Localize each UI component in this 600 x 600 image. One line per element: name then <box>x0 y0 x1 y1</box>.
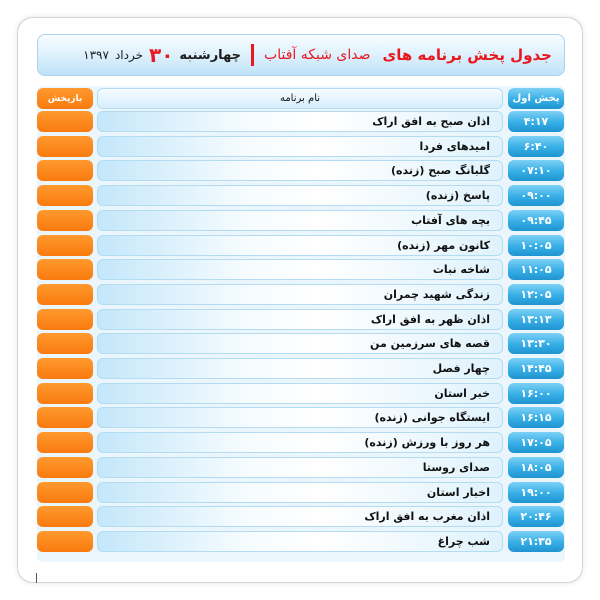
program-name: اذان ظهر به افق اراک <box>97 309 503 330</box>
station-name: صدای شبکه آفتاب <box>264 47 371 63</box>
rerun-time <box>37 309 93 330</box>
program-name: امیدهای فردا <box>97 136 503 157</box>
broadcast-time: ۲۰:۴۶ <box>508 506 564 527</box>
table-row <box>37 210 565 231</box>
table-row <box>37 160 565 181</box>
broadcast-time: ۱۱:۰۵ <box>508 259 564 280</box>
rerun-time <box>37 160 93 181</box>
rerun-time <box>37 531 93 552</box>
program-name: اذان مغرب به افق اراک <box>97 506 503 527</box>
broadcast-time: ۲۱:۳۵ <box>508 531 564 552</box>
program-name: چهار فصل <box>97 358 503 379</box>
table-row <box>37 482 565 503</box>
program-name: شاخه نبات <box>97 259 503 280</box>
rerun-time <box>37 358 93 379</box>
weekday-label: چهارشنبه <box>179 47 242 63</box>
broadcast-time: ۱۳:۱۳ <box>508 309 564 330</box>
column-header-first-broadcast: پخش اول <box>508 88 564 109</box>
broadcast-time: ۱۰:۰۵ <box>508 235 564 256</box>
broadcast-time: ۱۳:۳۰ <box>508 333 564 354</box>
broadcast-time: ۰۷:۱۰ <box>508 160 564 181</box>
rerun-time <box>37 383 93 404</box>
rerun-time <box>37 407 93 428</box>
schedule-header <box>37 34 565 76</box>
broadcast-time: ۶:۴۰ <box>508 136 564 157</box>
broadcast-time: ۱۶:۱۵ <box>508 407 564 428</box>
year-label: ۱۳۹۷ <box>83 48 109 62</box>
broadcast-time: ۱۴:۴۵ <box>508 358 564 379</box>
table-row <box>37 259 565 280</box>
broadcast-time: ۴:۱۷ <box>508 111 564 132</box>
rerun-time <box>37 111 93 132</box>
table-row <box>37 358 565 379</box>
program-name: کانون مهر (زنده) <box>97 235 503 256</box>
rerun-time <box>37 235 93 256</box>
program-name: اخبار استان <box>97 482 503 503</box>
table-row <box>37 506 565 527</box>
rerun-time <box>37 457 93 478</box>
rerun-time <box>37 284 93 305</box>
rerun-time <box>37 136 93 157</box>
rerun-time <box>37 259 93 280</box>
program-name: صدای روستا <box>97 457 503 478</box>
table-row <box>37 111 565 132</box>
broadcast-time: ۱۸:۰۵ <box>508 457 564 478</box>
rerun-time <box>37 432 93 453</box>
schedule-table <box>37 86 565 562</box>
broadcast-time: ۱۷:۰۵ <box>508 432 564 453</box>
text-cursor <box>36 573 37 583</box>
program-name: قصه های سرزمین من <box>97 333 503 354</box>
schedule-title: جدول پخش برنامه های <box>382 46 552 64</box>
column-header-program-name: نام برنامه <box>97 88 503 109</box>
program-name: پاسخ (زنده) <box>97 185 503 206</box>
program-name: ایستگاه جوانی (زنده) <box>97 407 503 428</box>
table-row <box>37 407 565 428</box>
table-row <box>37 284 565 305</box>
broadcast-time: ۱۹:۰۰ <box>508 482 564 503</box>
day-number: ۳۰ <box>149 43 174 67</box>
program-name: گلبانگ صبح (زنده) <box>97 160 503 181</box>
table-header-row <box>37 88 565 109</box>
program-name: شب چراغ <box>97 531 503 552</box>
table-row <box>37 136 565 157</box>
rerun-time <box>37 185 93 206</box>
rerun-time <box>37 506 93 527</box>
table-row <box>37 333 565 354</box>
broadcast-time: ۰۹:۴۵ <box>508 210 564 231</box>
rerun-time <box>37 333 93 354</box>
broadcast-time: ۱۶:۰۰ <box>508 383 564 404</box>
table-row <box>37 309 565 330</box>
table-row <box>37 457 565 478</box>
program-name: اذان صبح به افق اراک <box>97 111 503 132</box>
table-row <box>37 383 565 404</box>
column-header-rerun: بازپخش <box>37 88 93 109</box>
table-row <box>37 432 565 453</box>
broadcast-time: ۱۲:۰۵ <box>508 284 564 305</box>
rerun-time <box>37 482 93 503</box>
table-row <box>37 531 565 552</box>
broadcast-time: ۰۹:۰۰ <box>508 185 564 206</box>
program-name: زندگی شهید چمران <box>97 284 503 305</box>
rerun-time <box>37 210 93 231</box>
program-name: بچه های آفتاب <box>97 210 503 231</box>
program-name: هر روز با ورزش (زنده) <box>97 432 503 453</box>
month-label: خرداد <box>114 48 143 62</box>
table-row <box>37 185 565 206</box>
program-name: خبر استان <box>97 383 503 404</box>
table-row <box>37 235 565 256</box>
header-divider <box>251 44 254 66</box>
